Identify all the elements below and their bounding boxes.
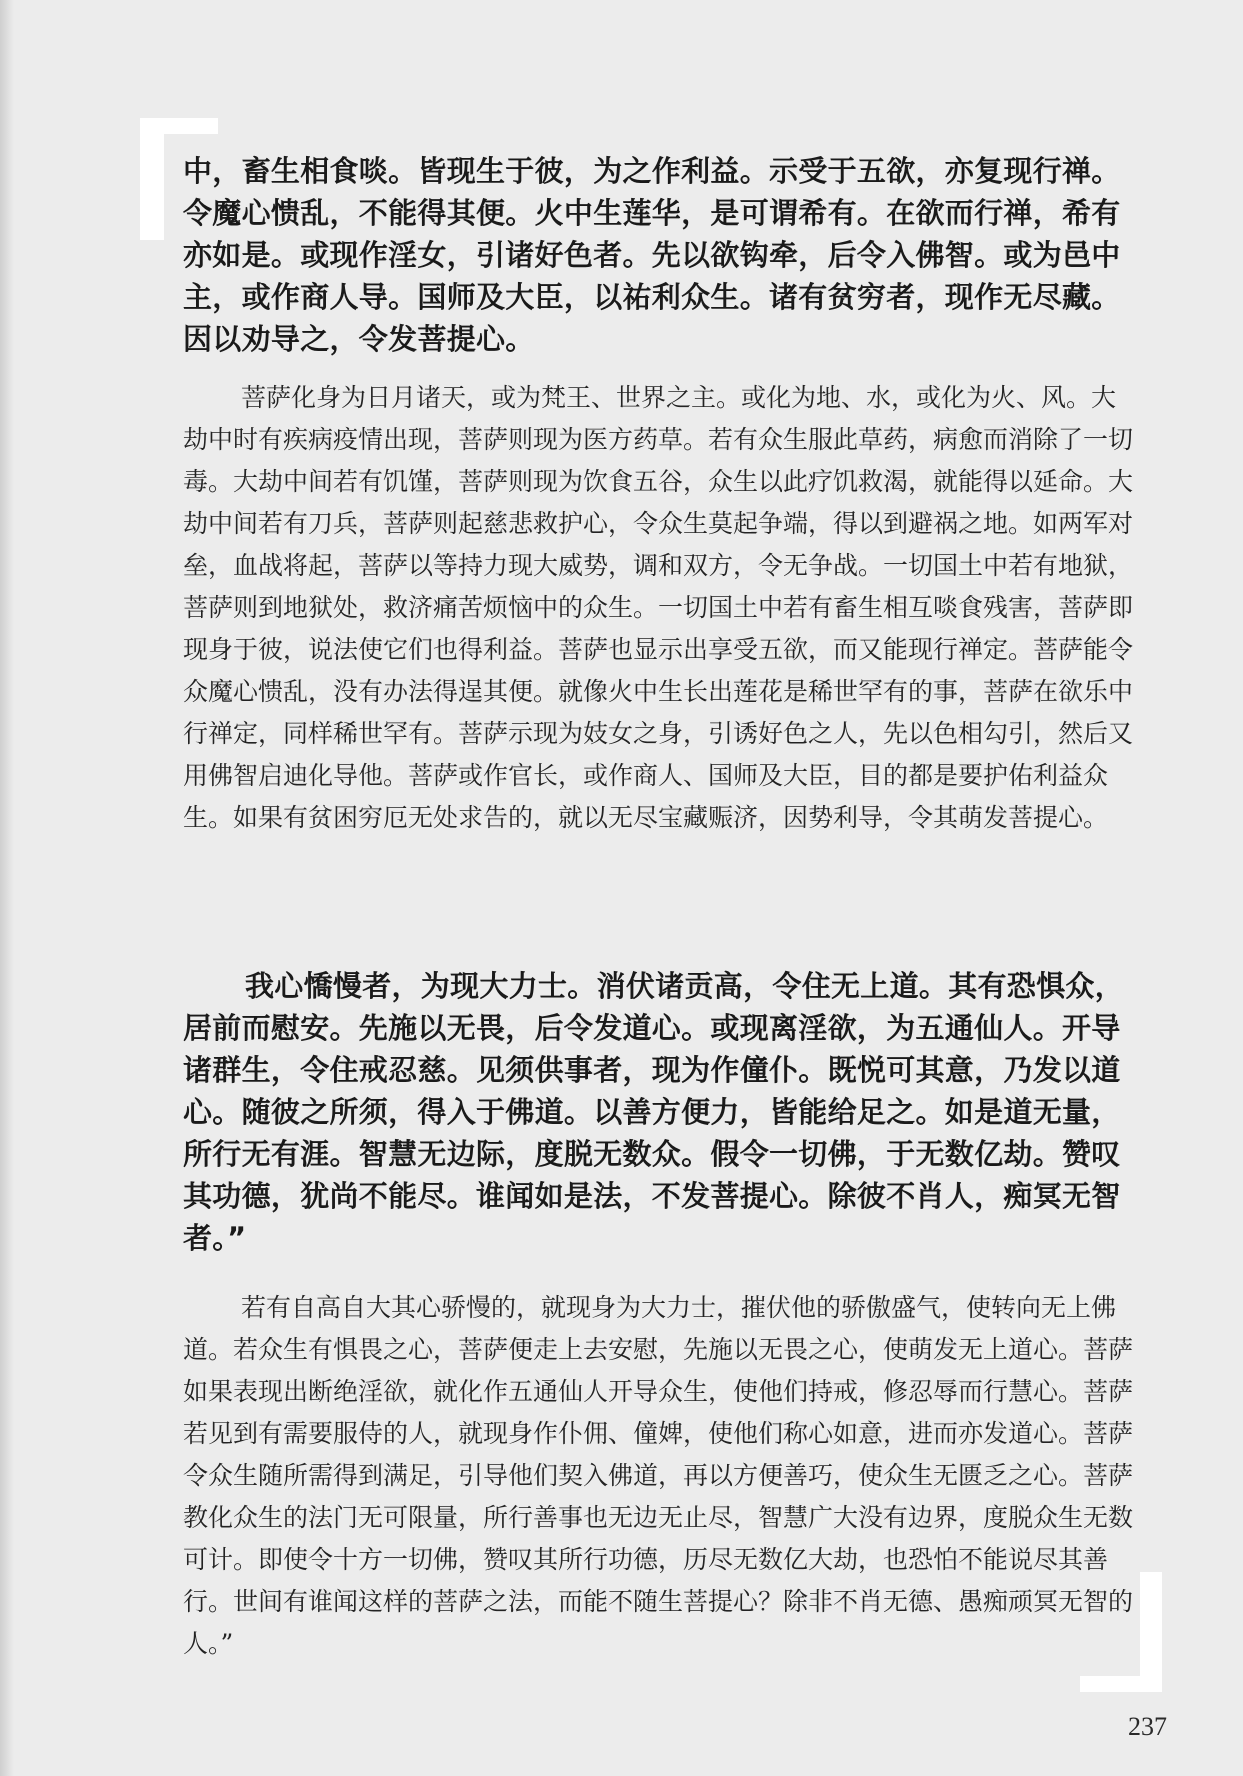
page-number: 237 (1128, 1712, 1167, 1741)
verse-paragraph-1: 中，畜生相食啖。皆现生于彼，为之作利益。示受于五欲，亦复现行禅。令魔心愦乱，不能得其便。火中生莲华，是可谓希有。在欲而行禅，希有亦如是。或现作淫女，引诸好色者。先以欲钩牵，后令入佛智。或为邑中主，或作商人导。国师及大臣，以祐利众生。诸有贫穷者，现作无尽藏。因以劝导之，令发菩提心。 (183, 154, 1121, 356)
commentary-paragraph-1: 菩萨化身为日月诸天，或为梵王、世界之主。或化为地、水，或化为火、风。大劫中时有疾病疫情出现，菩萨则现为医方药草。若有众生服此草药，病愈而消除了一切毒。大劫中间若有饥馑，菩萨则现为饮食五谷，众生以此疗饥救渴，就能得以延命。大劫中间若有刀兵，菩萨则起慈悲救护心，令众生莫起争端，得以到避祸之地。如两军对垒，血战将起，菩萨以等持力现大威势，调和双方，令无争战。一切国土中若有地狱，菩萨则到地狱处，救济痛苦烦恼中的众生。一切国土中若有畜生相互啖食残害，菩萨即现身于彼，说法使它们也得利益。菩萨也显示出享受五欲，而又能现行禅定。菩萨能令众魔心愦乱，没有办法得逞其便。就像火中生长出莲花是稀世罕有的事，菩萨在欲乐中行禅定，同样稀世罕有。菩萨示现为妓女之身，引诱好色之人，先以色相勾引，然后又用佛智启迪化导他。菩萨或作官长，或作商人、国师及大臣，目的都是要护佑利益众生。如果有贫困穷厄无处求告的，就以无尽宝藏赈济，因势利导，令其萌发菩提心。 (183, 383, 1134, 832)
verse-paragraph-2: 我心憍慢者，为现大力士。消伏诸贡高，令住无上道。其有恐惧众，居前而慰安。先施以无畏，后令发道心。或现离淫欲，为五通仙人。开导诸群生，令住戒忍慈。见须供事者，现为作僮仆。既悦可其意，乃发以道心。随彼之所须，得入于佛道。以善方便力，皆能给足之。如是道无量，所行无有涯。智慧无边际，度脱无数众。假令一切佛，于无数亿劫。赞叹其功德，犹尚不能尽。谁闻如是法，不发菩提心。除彼不肖人，痴冥无智者。” (183, 969, 1125, 1255)
frame-corner-bottom-right-bar (1080, 1676, 1162, 1692)
frame-corner-top-left-bar (140, 118, 218, 134)
frame-corner-top-left (140, 118, 164, 240)
commentary-paragraph-2: 若有自高自大其心骄慢的，就现身为大力士，摧伏他的骄傲盛气，使转向无上佛道。若众生有惧畏之心，菩萨便走上去安慰，先施以无畏之心，使萌发无上道心。菩萨如果表现出断绝淫欲，就化作五通仙人开导众生，使他们持戒，修忍辱而行慧心。菩萨若见到有需要服侍的人，就现身作仆佣、僮婢，使他们称心如意，进而亦发道心。菩萨令众生随所需得到满足，引导他们契入佛道，再以方便善巧，使众生无匮乏之心。菩萨教化众生的法门无可限量，所行善事也无边无止尽，智慧广大没有边界，度脱众生无数可计。即使令十方一切佛，赞叹其所行功德，历尽无数亿大劫，也恐怕不能说尽其善行。世间有谁闻这样的菩萨之法，而能不随生菩提心？除非不肖无德、愚痴顽冥无智的人。” (183, 1293, 1134, 1658)
page-edge-shadow (0, 0, 14, 1776)
frame-corner-bottom-right (1140, 1572, 1162, 1692)
